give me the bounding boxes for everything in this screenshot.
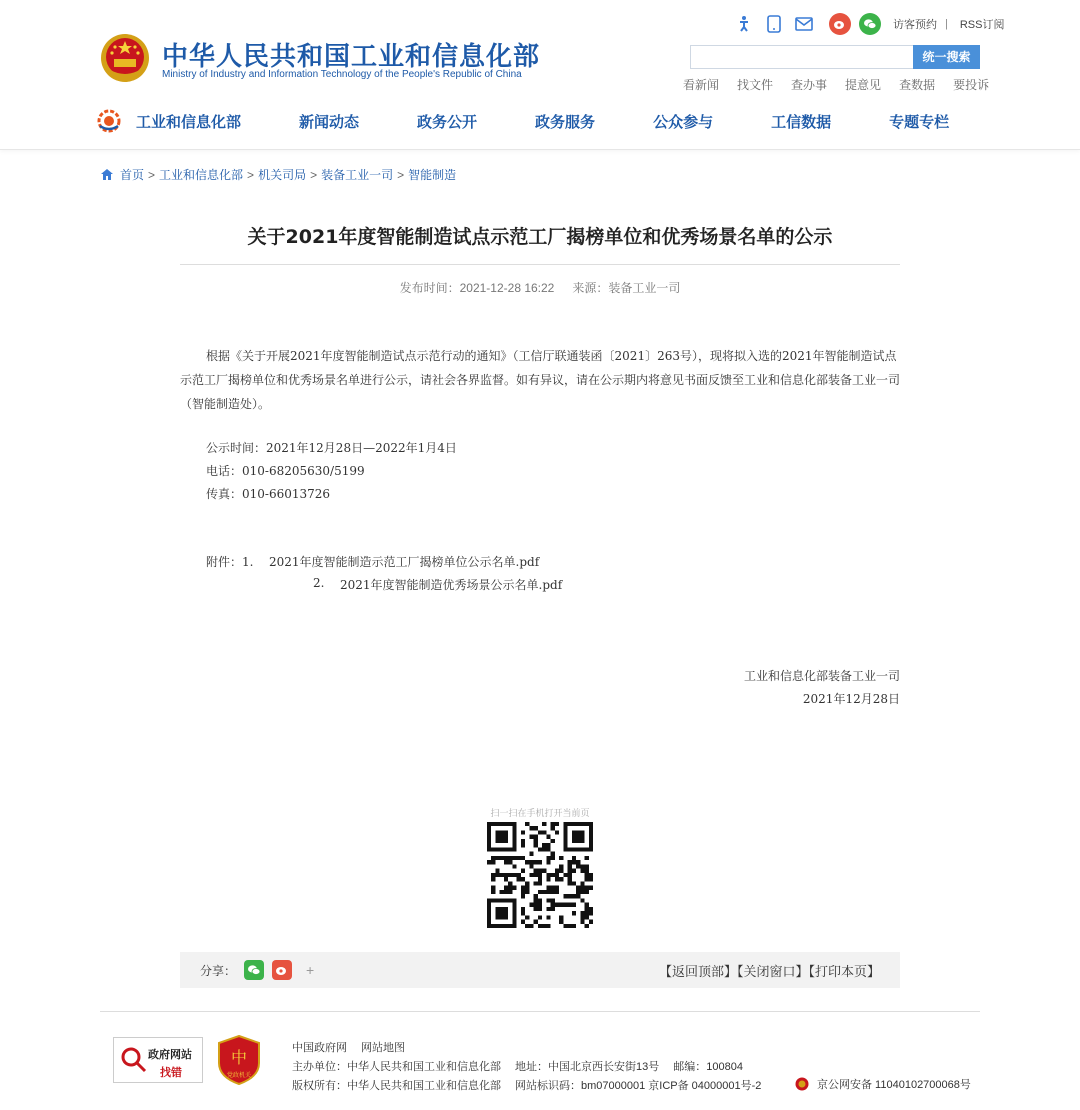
nav-item-services[interactable]: 政务服务 [535,113,596,131]
quick-link-services[interactable]: 查办事 [791,78,828,92]
footer-copyright: 版权所有：中华人民共和国工业和信息化部 [292,1080,501,1092]
rss-link[interactable]: RSS订阅 [959,19,1005,31]
quick-link-feedback[interactable]: 提意见 [845,78,882,92]
site-title[interactable]: 中华人民共和国工业和信息化部 [162,42,541,72]
search-button[interactable]: 统一搜索 [913,45,980,69]
accessibility-icon[interactable] [733,13,755,35]
badge-subtext: 找错 [160,1067,182,1079]
contact-fax: 传真：010-66013726 [206,487,331,501]
nav-item-participation[interactable]: 公众参与 [653,113,714,131]
mobile-icon[interactable] [763,13,785,35]
nav-item-disclosure[interactable]: 政务公开 [417,113,478,131]
quick-link-news[interactable]: 看新闻 [683,78,720,92]
signature-org: 工业和信息化部装备工业一司 [743,669,900,683]
breadcrumb-home[interactable]: 首页 [120,168,145,182]
magnifier-icon [120,1046,148,1074]
qr-caption: 扫一扫在手机打开当前页 [490,808,590,818]
badge2-label: 党政机关 [226,1072,252,1079]
ministry-logo-icon[interactable] [96,108,122,134]
footer-postcode: 邮编：100804 [673,1061,743,1073]
attachments-label: 附件：1. [206,555,254,569]
visit-appointment-link[interactable]: 访客预约 [893,19,937,31]
breadcrumb: 首页 > 工业和信息化部 > 机关司局 > 装备工业一司 > 智能制造 [100,166,456,183]
party-gov-badge-icon[interactable] [218,1035,260,1085]
gov-site-error-badge[interactable] [113,1037,203,1083]
main-nav [96,106,984,136]
nav-item-ministry[interactable]: 工业和信息化部 [136,113,242,131]
article-title: 关于2021年度智能制造试点示范工厂揭榜单位和优秀场景名单的公示 [247,226,833,248]
nav-item-data[interactable]: 工信数据 [771,113,832,131]
svg-text:中: 中 [230,1048,248,1067]
nav-item-special[interactable]: 专题专栏 [889,113,950,131]
search-input[interactable] [690,45,914,69]
police-emblem-icon [795,1077,809,1091]
footer-host: 主办单位：中华人民共和国工业和信息化部 [292,1061,501,1073]
contact-phone: 电话：010-68205630/5199 [206,464,365,478]
police-record[interactable] [795,1076,971,1092]
publish-time: 发布时间：2021-12-28 16:22 [399,281,555,295]
share-weibo-icon[interactable] [272,960,292,980]
quick-link-complaint[interactable]: 要投诉 [953,78,990,92]
title-divider [180,264,900,265]
mail-icon[interactable] [793,13,815,35]
site-header [0,0,1080,150]
site-subtitle: Ministry of Industry and Information Technology of the People's Republic of China [162,69,522,80]
article-body: 根据《关于开展2021年度智能制造试点示范行动的通知》（工信厅联通装函〔2021〕263号），现将拟入选的2021年智能制造试点示范工厂揭榜单位和优秀场景名单进行公示，请社会各界监督。如有异议，请在公示期内将意见书面反馈至工业和信息化部装备工业一司（智能制造处）。 [180,349,901,411]
breadcrumb-smart-manufacturing[interactable]: 智能制造 [408,168,457,182]
attachment-number-2: 2. [313,576,325,590]
nav-item-news[interactable]: 新闻动态 [299,113,360,131]
weibo-icon[interactable] [829,13,851,35]
share-wechat-icon[interactable] [244,960,264,980]
page-actions[interactable]: 【返回顶部】【关闭窗口】【打印本页】 [658,963,880,979]
top-link-separator: | [945,18,948,30]
home-icon[interactable] [100,168,114,181]
share-label: 分享： [200,963,237,978]
breadcrumb-ministry[interactable]: 工业和信息化部 [159,168,244,182]
footer-address: 地址：中国北京西长安街13号 [515,1061,660,1073]
attachment-link-2[interactable]: 2021年度智能制造优秀场景公示名单.pdf [340,578,563,592]
badge-text: 政府网站 [148,1049,192,1061]
national-emblem-icon[interactable] [100,33,150,83]
share-more-button[interactable]: + [306,962,315,978]
footer-link-sitemap[interactable]: 网站地图 [361,1042,405,1054]
footer-divider [100,1011,980,1012]
quick-link-files[interactable]: 找文件 [737,78,774,92]
breadcrumb-equipment-dept[interactable]: 装备工业一司 [321,168,394,182]
quick-links [683,76,1007,93]
police-record-text: 京公网安备 11040102700068号 [817,1079,971,1091]
attachment-link-1[interactable]: 2021年度智能制造示范工厂揭榜单位公示名单.pdf [269,555,540,569]
quick-link-data[interactable]: 查数据 [899,78,936,92]
signature-date: 2021年12月28日 [802,692,900,706]
qr-code [487,822,593,928]
wechat-icon[interactable] [859,13,881,35]
share-bar [180,952,900,988]
article-meta [180,279,900,296]
breadcrumb-departments[interactable]: 机关司局 [258,168,307,182]
publicity-period: 公示时间：2021年12月28日—2022年1月4日 [206,441,457,455]
top-toolbar [733,12,1004,36]
article-source: 来源：装备工业一司 [572,281,681,295]
footer-link-gov[interactable]: 中国政府网 [292,1042,347,1054]
footer-info [292,1039,775,1096]
footer-site-id: 网站标识码：bm07000001 京ICP备 04000001号-2 [515,1080,762,1092]
